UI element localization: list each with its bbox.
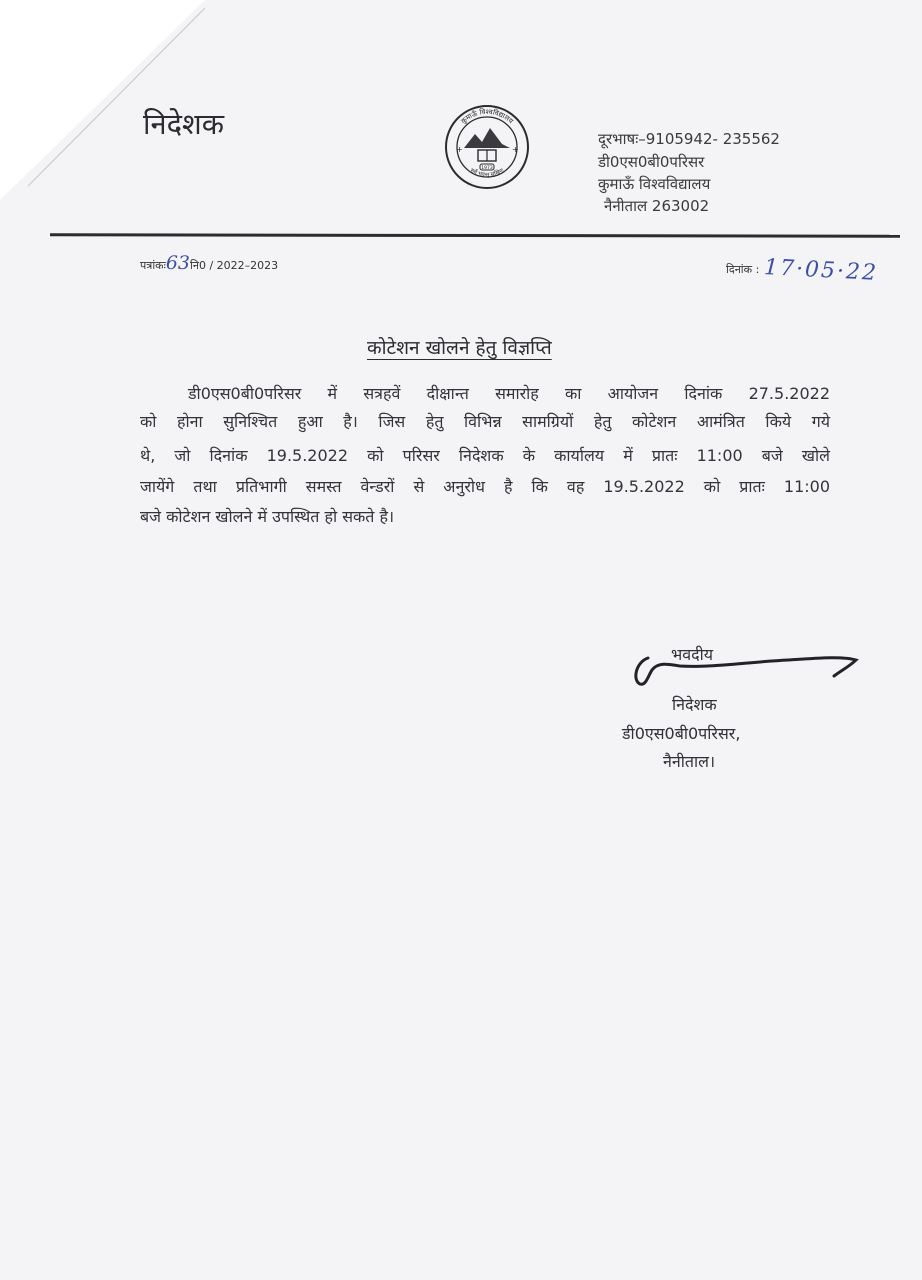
notice-line: थे, जो दिनांक 19.5.2022 को परिसर निदेशक के कार्यालय में प्रातः 11:00 बजे खोले: [140, 446, 830, 465]
notice-line: जायेंगे तथा प्रतिभागी समस्त वेन्डरों से अनुरोध है कि वह 19.5.2022 को प्रातः 11:00: [140, 477, 830, 496]
signatory-office: डी0एस0बी0परिसर,: [622, 724, 741, 743]
svg-text:+: +: [512, 145, 519, 154]
phone-number: दूरभाषः–9105942- 235562: [598, 130, 780, 148]
notice-line: डी0एस0बी0परिसर में सत्रहवें दीक्षान्त समारोह का आयोजन दिनांक 27.5.2022: [188, 384, 830, 403]
reference-handwritten-number: 63: [165, 252, 191, 274]
notice-heading: कोटेशन खोलने हेतु विज्ञप्ति: [367, 337, 552, 359]
reference-number: [140, 252, 278, 274]
date-label: दिनांक :: [726, 263, 760, 276]
seal-bottom-text: सर्वे भवन्तु सुखिनः: [469, 167, 505, 179]
notice-line: बजे कोटेशन खोलने में उपस्थित हो सकते है।: [140, 507, 395, 526]
svg-text:+: +: [456, 145, 463, 154]
address-line-university: कुमाऊँ विश्वविद्यालय: [598, 175, 711, 193]
seal-top-text: कुमाऊँ विश्वविद्यालय: [459, 107, 515, 126]
office-title: निदेशक: [143, 107, 224, 141]
address-line-city: नैनीताल 263002: [604, 197, 710, 215]
address-line-campus: डी0एस0बी0परिसर: [598, 153, 705, 171]
signatory-place: नैनीताल।: [663, 752, 716, 771]
reference-prefix: पत्रांकः: [140, 259, 166, 272]
signatory-designation: निदेशक: [672, 695, 717, 714]
seal-year: 1973: [481, 166, 493, 171]
signature-closing: भवदीय: [671, 645, 714, 664]
university-seal-icon: [444, 104, 530, 190]
handwritten-signature: [628, 640, 868, 700]
handwritten-date: 17·05·22: [763, 255, 879, 286]
reference-suffix: नि0 / 2022–2023: [190, 259, 279, 272]
notice-line: को होना सुनिश्चित हुआ है। जिस हेतु विभिन्न सामग्रियों हेतु कोटेशन आमंत्रित किये गये: [140, 412, 830, 431]
